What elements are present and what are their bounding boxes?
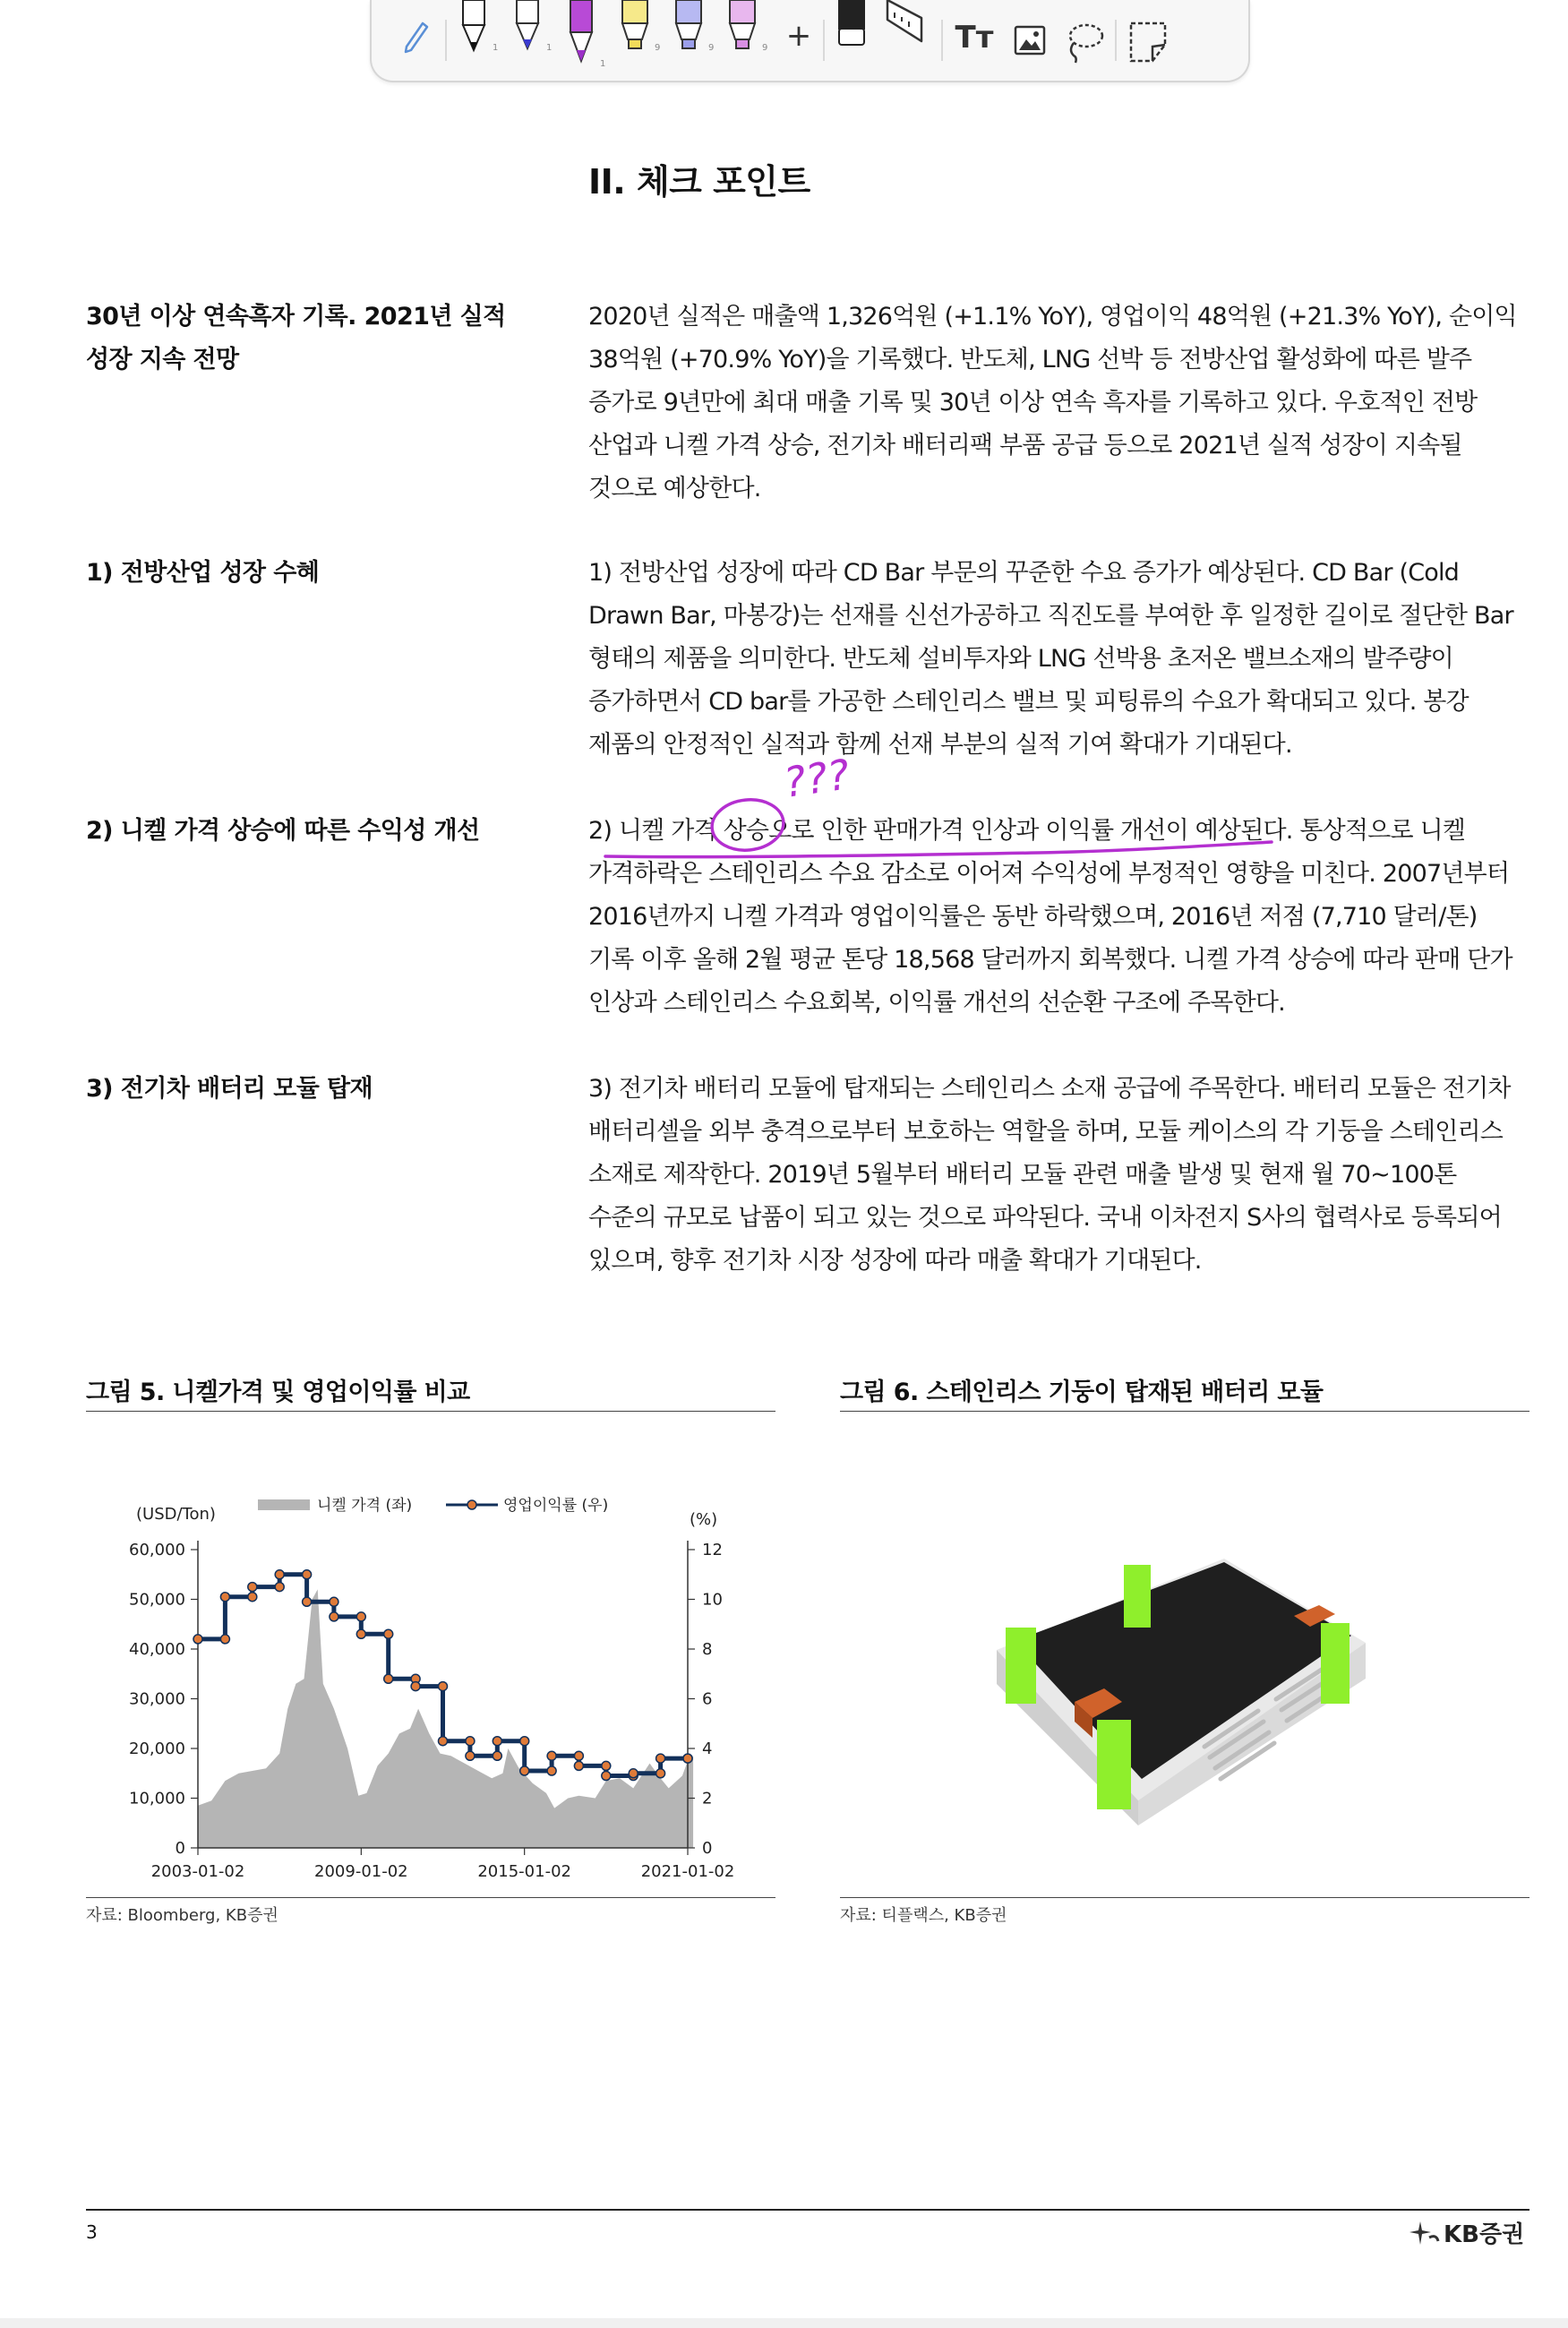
ruler-icon[interactable] [880, 0, 929, 72]
right-tick-label: 8 [702, 1640, 713, 1659]
fig5-source: 자료: Bloomberg, KB증권 [86, 1906, 278, 1925]
legend-swatch-price [258, 1499, 310, 1510]
row-heading-1: 30년 이상 연속흑자 기록. 2021년 실적 성장 지속 전망 [86, 303, 506, 374]
nickel-price-area [198, 1589, 693, 1848]
fig5-title: 그림 5. 니켈가격 및 영업이익률 비교 [86, 1379, 470, 1406]
fig6-bottom-rule [840, 1897, 1529, 1898]
right-tick-label: 10 [702, 1590, 723, 1610]
nickel-margin-chart [86, 1469, 775, 1890]
periwinkle-highlighter-count: 9 [708, 43, 715, 53]
operating-margin-point [493, 1751, 501, 1760]
fig6-source: 자료: 티플랙스, KB증권 [840, 1906, 1007, 1925]
yellow-highlighter-icon[interactable] [615, 0, 655, 72]
operating-margin-point [656, 1754, 665, 1763]
toolbar-divider [941, 20, 943, 61]
purple-pen-icon[interactable] [561, 0, 601, 72]
operating-margin-point [303, 1570, 312, 1579]
fig6-title: 그림 6. 스테인리스 기둥이 탑재된 배터리 모듈 [840, 1379, 1324, 1406]
left-tick-label: 50,000 [129, 1590, 185, 1610]
operating-margin-point [574, 1761, 583, 1770]
left-tick-label: 60,000 [129, 1541, 185, 1559]
row-body-3: 2) 니켈 가격 상승으로 인한 판매가격 인상과 이익률 개선이 예상된다. 통상적으로 니켈 가격하락은 스테인리스 수요 감소로 이어져 수익성에 부정적인 영향을 미친다. 2007년부터 2016년까지 니켈 가격과 영업이익률은 동반 하락했으며, 2016년 저점 (7,710 달러/톤) 기록 이후 올해 2월 평균 톤당 18,568 달러까지 회복했다. 니켈 가격 상승에 따라 판매 단가 인상과 스테인리스 수요회복, 이익률 개선의 선순환 구조에 주목한다. [588, 817, 1512, 1017]
operating-margin-point [384, 1674, 393, 1683]
fig5-title-rule [86, 1411, 775, 1412]
black-pen-icon[interactable] [454, 0, 493, 72]
left-tick-label: 40,000 [129, 1640, 185, 1659]
operating-margin-point [656, 1769, 665, 1778]
toolbar-divider [823, 20, 825, 61]
right-tick-label: 12 [702, 1541, 723, 1559]
right-axis-unit-label: (%) [690, 1510, 718, 1529]
operating-margin-point [466, 1737, 475, 1746]
add-label: + [785, 18, 812, 54]
periwinkle-highlighter-icon[interactable] [669, 0, 708, 72]
footer-rule [86, 2209, 1529, 2211]
operating-margin-point [220, 1635, 229, 1644]
right-tick-label: 2 [702, 1789, 713, 1808]
row-heading-3: 2) 니켈 가격 상승에 따른 수익성 개선 [86, 817, 480, 845]
text-tool-label: Tт [955, 20, 994, 56]
toolbar-divider [445, 20, 447, 61]
x-tick-label: 2015-01-02 [477, 1862, 571, 1881]
annotation-toolbar [370, 0, 1250, 82]
x-tick-label: 2009-01-02 [314, 1862, 408, 1881]
right-tick-label: 4 [702, 1740, 713, 1758]
operating-margin-point [629, 1769, 638, 1778]
operating-margin-point [303, 1597, 312, 1606]
legend-label-price: 니켈 가격 (좌) [317, 1497, 413, 1515]
operating-margin-point [683, 1754, 692, 1763]
operating-margin-point [220, 1593, 229, 1602]
text-tool-icon[interactable] [952, 20, 997, 64]
purple-pen-count: 1 [600, 59, 606, 69]
row-body-2: 1) 전방산업 성장에 따라 CD Bar 부문의 꾸준한 수요 증가가 예상된다. CD Bar (Cold Drawn Bar, 마봉강)는 선재를 신선가공하고 직진도를 부여한 후 일정한 길이로 절단한 Bar 형태의 제품을 의미한다. 반도체 설비투자와 LNG 선박용 초저온 밸브소재의 발주량이 증가하면서 CD bar를 가공한 스테인리스 밸브 및 피팅류의 수요가 확대되고 있다. 봉강 제품의 안정적인 실적과 함께 선재 부분의 실적 기여 확대가 기대된다. [588, 559, 1513, 759]
fig6-title-rule [840, 1411, 1529, 1412]
operating-margin-point [574, 1751, 583, 1760]
legend-label-margin: 영업이익률 (우) [503, 1497, 609, 1515]
x-tick-label: 2003-01-02 [150, 1862, 245, 1881]
legend-swatch-margin-marker [467, 1500, 476, 1509]
operating-margin-point [493, 1737, 501, 1746]
lasso-icon[interactable] [1061, 0, 1106, 72]
fig5-bottom-rule [86, 1897, 775, 1898]
logo-text: KB증권 [1444, 2221, 1525, 2248]
row-body-1: 2020년 실적은 매출액 1,326억원 (+1.1% YoY), 영업이익 48억원 (+21.3% YoY), 순이익 38억원 (+70.9% YoY)을 기록했다. 반도체, LNG 선박 등 전방산업 활성화에 따른 발주 증가로 9년만에 최대 매출 기록 및 30년 이상 연속 흑자를 기록하고 있다. 우호적인 전방 산업과 니켈 가격 상승, 전기차 배터리팩 부품 공급 등으로 2021년 실적 성장이 지속될 것으로 예상한다. [588, 303, 1517, 503]
operating-margin-point [330, 1597, 338, 1606]
left-tick-label: 30,000 [129, 1689, 185, 1709]
kb-star-icon [1408, 2220, 1440, 2246]
right-tick-label: 0 [702, 1839, 713, 1858]
operating-margin-point [356, 1612, 365, 1621]
annotation-question-marks: ??? [781, 750, 853, 807]
x-tick-label: 2021-01-02 [640, 1862, 735, 1881]
operating-margin-point [466, 1751, 475, 1760]
operating-margin-point [520, 1766, 529, 1775]
left-tick-label: 20,000 [129, 1740, 185, 1758]
operating-margin-point [248, 1593, 257, 1602]
pink-highlighter-icon[interactable] [723, 0, 762, 72]
operating-margin-point [547, 1766, 556, 1775]
operating-margin-point [520, 1737, 529, 1746]
image-icon[interactable] [1007, 0, 1052, 72]
operating-margin-point [439, 1737, 448, 1746]
pen-tool-icon[interactable] [391, 0, 440, 72]
row-heading-2: 1) 전방산업 성장 수혜 [86, 559, 320, 587]
operating-margin-point [248, 1583, 257, 1592]
row-body-4: 3) 전기차 배터리 모듈에 탑재되는 스테인리스 소재 공급에 주목한다. 배터리 모듈은 전기차 배터리셀을 외부 충격으로부터 보호하는 역할을 하며, 모듈 케이스의 각 기둥을 스테인리스 소재로 제작한다. 2019년 5월부터 배터리 모듈 관련 매출 발생 및 현재 월 70~100톤 수준의 규모로 납품이 되고 있는 것으로 파악된다. 국내 이차전지 S사의 협력사로 등록되어 있으며, 향후 전기차 시장 성장에 따라 매출 확대가 기대된다. [588, 1075, 1511, 1275]
blue-pen-icon[interactable] [508, 0, 547, 72]
operating-margin-point [275, 1583, 284, 1592]
operating-margin-point [356, 1629, 365, 1638]
eraser-icon[interactable] [832, 0, 871, 72]
battery-module-image [990, 1516, 1379, 1829]
operating-margin-point [275, 1570, 284, 1579]
page-number: 3 [86, 2221, 98, 2243]
pink-highlighter-count: 9 [762, 43, 768, 53]
operating-margin-point [439, 1682, 448, 1691]
right-tick-label: 6 [702, 1689, 713, 1709]
operating-margin-point [384, 1629, 393, 1638]
left-tick-label: 0 [175, 1839, 185, 1858]
blue-pen-count: 1 [546, 43, 553, 53]
operating-margin-point [602, 1772, 611, 1781]
operating-margin-point [330, 1612, 338, 1621]
toolbar-divider [1115, 20, 1117, 61]
black-pen-count: 1 [493, 43, 499, 53]
crop-select-icon[interactable] [1124, 0, 1174, 72]
section-title: II. 체크 포인트 [588, 162, 810, 202]
row-heading-4: 3) 전기차 배터리 모듈 탑재 [86, 1075, 373, 1103]
bottom-strip [0, 2318, 1568, 2328]
add-icon[interactable] [776, 18, 821, 72]
operating-margin-point [602, 1761, 611, 1770]
left-tick-label: 10,000 [129, 1789, 185, 1808]
kb-logo [1408, 2216, 1524, 2249]
operating-margin-point [547, 1751, 556, 1760]
left-axis-unit-label: (USD/Ton) [136, 1505, 216, 1524]
operating-margin-point [411, 1682, 420, 1691]
operating-margin-point [193, 1635, 202, 1644]
yellow-highlighter-count: 9 [655, 43, 661, 53]
